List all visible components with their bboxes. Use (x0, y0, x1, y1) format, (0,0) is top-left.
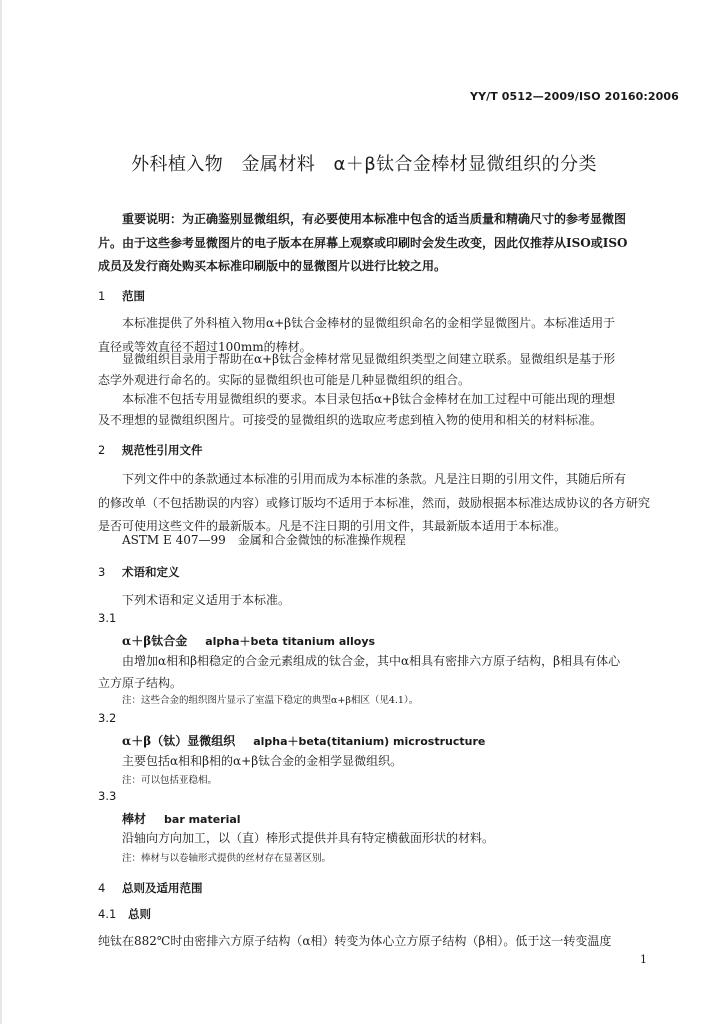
text-line: 下列文件中的条款通过本标准的引用而成为本标准的条款。凡是注日期的引用文件，其随后所有 (122, 472, 627, 486)
clause-number: 4.1 (98, 907, 117, 921)
text-line: 态学外观进行命名的。实际的显微组织也可能是几种显微组织的组合。 (98, 373, 471, 387)
clause-4-1-paragraph (98, 930, 660, 954)
section-2-heading (98, 442, 203, 458)
section-number: 1 (98, 289, 106, 303)
term-english: alpha＋beta(titanium) microstructure (253, 735, 486, 748)
term-3-1-definition (98, 650, 660, 694)
text-line: 直径或等效直径不超过100mm的棒材。 (98, 339, 312, 354)
term-3-3-definition (98, 827, 660, 851)
term-chinese: α＋β（钛）显微组织 (122, 734, 236, 748)
section-1-paragraph (98, 349, 660, 391)
term-3-2-note: 注：可以包括亚稳相。 (122, 775, 218, 786)
notice-line: 重要说明：为正确鉴别显微组织，有必要使用本标准中包含的适当质量和精确尺寸的参考显微图 (122, 212, 627, 226)
section-1-heading (98, 288, 145, 304)
term-english: alpha＋beta titanium alloys (205, 635, 376, 648)
section-2-paragraph (98, 468, 660, 539)
term-3-2 (122, 732, 485, 749)
term-3-2-definition (98, 750, 660, 774)
section-title: 术语和定义 (122, 565, 180, 579)
section-title: 范围 (122, 289, 145, 303)
text-line: 下列术语和定义适用于本标准。 (122, 593, 291, 607)
notice-line: 片。由于这些参考显微图片的电子版本在屏幕上观察或印刷时会发生改变，因此仅推荐从ISO或ISO (98, 235, 628, 250)
text-line: 显微组织目录用于帮助在α+β钛合金棒材常见显微组织类型之间建立联系。显微组织是基于形 (122, 352, 616, 366)
clause-3-2-number: 3.2 (98, 711, 117, 725)
text-line: 是否可使用这些文件的最新版本。凡是不注日期的引用文件，其最新版本适用于本标准。 (98, 519, 567, 533)
term-3-1-note: 注：这些合金的组织图片显示了室温下稳定的典型α+β相区（见4.1）。 (122, 695, 419, 706)
section-title: 规范性引用文件 (122, 443, 203, 457)
text-line: 的修改单（不包括勘误的内容）或修订版均不适用于本标准，然而，鼓励根据本标准达成协议的各方研究 (98, 495, 651, 510)
important-notice (98, 208, 660, 279)
term-english: bar material (164, 813, 241, 826)
text-line: 本标准不包括专用显微组织的要求。本目录包括α+β钛合金棒材在加工过程中可能出现的理想 (122, 392, 616, 406)
notice-line: 成员及发行商处购买本标准印刷版中的显微图片以进行比较之用。 (98, 259, 447, 273)
text-line: 沿轴向方向加工，以（直）棒形式提供并具有特定横截面形状的材料。 (122, 831, 495, 845)
section-number: 4 (98, 881, 106, 895)
normative-reference (98, 529, 660, 553)
term-3-3-note: 注：棒材与以卷轴形式提供的丝材存在显著区别。 (122, 853, 332, 864)
text-line: 立方原子结构。 (98, 676, 183, 690)
text-line: 本标准提供了外科植入物用α+β钛合金棒材的显微组织命名的金相学显微图片。本标准适用于 (122, 316, 616, 330)
section-number: 2 (98, 443, 106, 457)
term-3-1 (122, 632, 375, 649)
term-chinese: α＋β钛合金 (122, 634, 188, 648)
section-number: 3 (98, 565, 106, 579)
page-number: 1 (640, 953, 647, 966)
clause-3-3-number: 3.3 (98, 789, 117, 803)
term-3-3 (122, 810, 241, 827)
document-title: 外科植入物 金属材料 α＋β钛合金棒材显微组织的分类 (131, 154, 597, 175)
text-line: 由增加α相和β相稳定的合金元素组成的钛合金，其中α相具有密排六方原子结构，β相具有体心 (122, 654, 621, 668)
section-3-heading (98, 564, 180, 580)
section-1-paragraph (98, 389, 660, 431)
reference-line: ASTM E 407—99 金属和合金微蚀的标准操作规程 (122, 533, 406, 547)
section-4-heading (98, 880, 203, 896)
term-chinese: 棒材 (122, 812, 147, 826)
clause-3-1-number: 3.1 (98, 611, 117, 625)
text-line: 纯钛在882℃时由密排六方原子结构（α相）转变为体心立方原子结构（β相）。低于这一转变温度 (98, 934, 612, 948)
clause-4-1-heading (98, 906, 151, 922)
clause-title: 总则 (128, 907, 151, 921)
section-title: 总则及适用范围 (122, 881, 203, 895)
text-line: 主要包括α相和β相的α+β钛合金的金相学显微组织。 (122, 754, 403, 768)
text-line: 及不理想的显微组织图片。可接受的显微组织的选取应考虑到植入物的使用和相关的材料标准。 (98, 413, 603, 427)
standard-code: YY/T 0512—2009/ISO 20160:2006 (470, 90, 679, 103)
section-3-intro (98, 589, 660, 613)
